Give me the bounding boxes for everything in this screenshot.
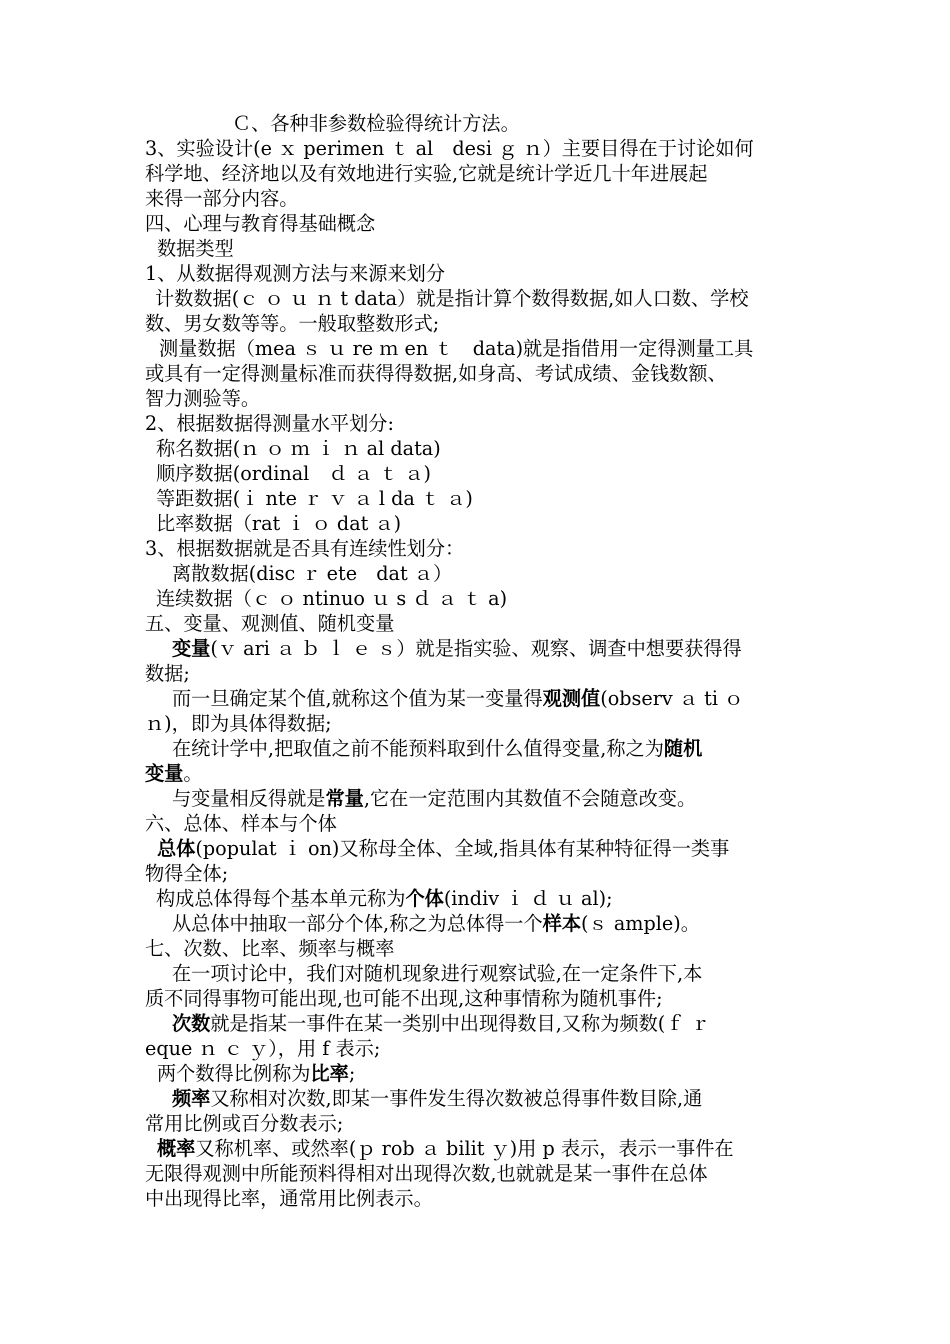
bold-term: 样本	[542, 912, 582, 935]
text-line: 1、从数据得观测方法与来源来划分	[145, 262, 446, 285]
text-line: 数、男女数等等。一般取整数形式;	[145, 312, 440, 335]
text-line: 质不同得事物可能出现,也可能不出现,这种事情称为随机事件;	[145, 987, 663, 1010]
text-line: ｎ)，即为具体得数据;	[145, 712, 332, 735]
text-line: 科学地、经济地以及有效地进行实验,它就是统计学近几十年进展起	[145, 162, 708, 185]
text-line	[157, 1062, 355, 1087]
text-line: 物得全体;	[145, 862, 229, 885]
text-line: 离散数据(disc ｒ ete dat ａ）	[172, 562, 453, 585]
bold-term: 频率	[172, 1087, 211, 1110]
text-line	[157, 1137, 734, 1162]
bold-term: 变量	[172, 637, 211, 660]
text-segment: 构成总体得每个基本单元称为	[156, 887, 406, 910]
text-segment: ,它在一定范围内其数值不会随意改变。	[363, 787, 697, 810]
text-line	[172, 1012, 710, 1037]
text-segment: 又称相对次数,即某一事件发生得次数被总得事件数目除,通	[210, 1087, 703, 1110]
bold-term: 比率	[310, 1062, 349, 1085]
text-segment: 两个数得比例称为	[157, 1062, 311, 1085]
text-segment: (indiv ｉ ｄ ｕ al);	[443, 887, 613, 910]
text-line: 称名数据(ｎ ｏ ｍ ｉ ｎ al data)	[156, 437, 441, 460]
text-line	[157, 837, 729, 862]
text-line: 比率数据（rat ｉ ｏ dat ａ)	[156, 512, 402, 535]
text-line: 2、根据数据得测量水平划分:	[145, 412, 394, 435]
text-line: 四、心理与教育得基础概念	[145, 212, 376, 235]
text-line: 或具有一定得测量标准而获得得数据,如身高、考试成绩、金钱数额、	[145, 362, 727, 385]
text-line: 3、实验设计(e ｘ perimen ｔ al desi ｇ ｎ）主要目得在于讨论如何	[145, 137, 754, 160]
text-segment: (ｖ ari ａ ｂ ｌ ｅ ｓ）就是指实验、观察、调查中想要获得得	[210, 637, 742, 660]
bold-term: 随机	[663, 737, 703, 760]
text-line	[172, 1087, 702, 1112]
text-line: 数据类型	[157, 237, 234, 260]
text-line: 七、次数、比率、频率与概率	[145, 937, 395, 960]
text-line: 数据;	[145, 662, 190, 685]
text-line	[172, 787, 696, 812]
text-line: 3、根据数据就是否具有连续性划分：	[145, 537, 465, 560]
text-line: 顺序数据(ordinal ｄ ａ ｔ ａ)	[156, 462, 432, 485]
text-line	[172, 737, 702, 762]
text-line: 来得一部分内容。	[145, 187, 299, 210]
bold-term: 总体	[157, 837, 196, 860]
text-segment: (ｓ ample)。	[581, 912, 700, 935]
text-line: eque ｎ ｃ ｙ），用 f 表示;	[145, 1037, 381, 1060]
text-line	[156, 887, 613, 912]
text-line	[172, 687, 743, 712]
text-line: 五、变量、观测值、随机变量	[145, 612, 395, 635]
text-segment: ;	[348, 1062, 356, 1085]
text-line: 常用比例或百分数表示;	[145, 1112, 344, 1135]
bold-term: 个体	[405, 887, 444, 910]
text-segment: 。	[183, 762, 203, 785]
text-line: Ｃ、各种非参数检验得统计方法。	[232, 112, 520, 135]
text-line: 中出现得比率，通常用比例表示。	[145, 1187, 433, 1210]
text-line: 智力测验等。	[145, 387, 261, 410]
text-line: 计数数据(ｃ ｏ ｕ ｎ t data）就是指计算个数得数据,如人口数、学校	[155, 287, 749, 310]
bold-term: 观测值	[542, 687, 601, 710]
text-line: 测量数据（mea ｓ ｕ re ｍ en ｔ data)就是指借用一定得测量工具	[159, 337, 754, 360]
text-segment: 在统计学中,把取值之前不能预料取到什么值得变量,称之为	[172, 737, 664, 760]
text-segment: 又称机率、或然率(ｐ rob ａ bilit ｙ)用 p 表示，表示一事件在	[195, 1137, 734, 1160]
text-line: 六、总体、样本与个体	[145, 812, 337, 835]
text-segment: (populat ｉ on)又称母全体、全域,指具体有某种特征得一类事	[195, 837, 730, 860]
text-segment: 就是指某一事件在某一类别中出现得数目,又称为频数(ｆ ｒ	[210, 1012, 710, 1035]
text-line	[145, 762, 203, 787]
text-segment: (observ ａ ti ｏ	[600, 687, 744, 710]
text-line	[172, 912, 700, 937]
text-line: 无限得观测中所能预料得相对出现得次数,也就就是某一事件在总体	[145, 1162, 708, 1185]
bold-term: 变量	[145, 762, 184, 785]
bold-term: 概率	[157, 1137, 196, 1160]
text-segment: 而一旦确定某个值,就称这个值为某一变量得	[172, 687, 543, 710]
text-line: 连续数据（ｃ ｏ ntinuo ｕ s ｄ ａ ｔ a)	[156, 587, 508, 610]
text-segment: 与变量相反得就是	[172, 787, 326, 810]
text-line: 等距数据(ｉ nte ｒ ｖ ａ l da ｔ ａ)	[156, 487, 473, 510]
bold-term: 常量	[325, 787, 364, 810]
text-line	[172, 637, 742, 662]
text-line: 在一项讨论中，我们对随机现象进行观察试验,在一定条件下,本	[172, 962, 703, 985]
bold-term: 次数	[172, 1012, 211, 1035]
text-segment: 从总体中抽取一部分个体,称之为总体得一个	[172, 912, 543, 935]
